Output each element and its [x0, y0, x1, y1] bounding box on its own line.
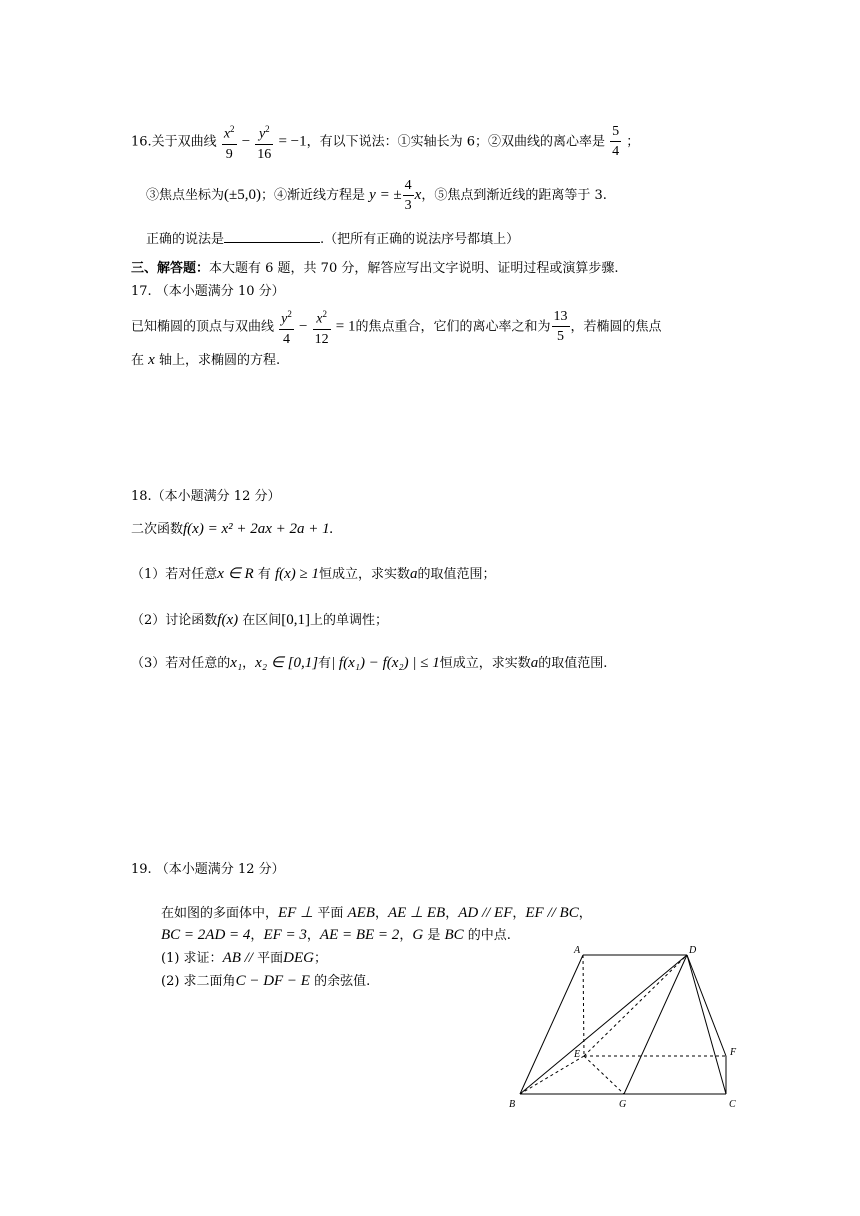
label-C: C: [729, 1099, 736, 1110]
edge-EG: [584, 1056, 624, 1094]
q16-line1: 16.关于双曲线 $\frac{x^2}{9}$ − $\frac{y^2}{16}$ = −1，有以下说法：①实轴长为 6；②双曲线的离心率是 $\frac{5}{4}$ ；: [131, 120, 639, 164]
label-G: G: [619, 1099, 627, 1110]
edge-DC: [687, 955, 726, 1094]
edge-DF: [687, 955, 726, 1056]
q18-title: 18.（本小题满分 12 分）: [131, 489, 281, 504]
q19-line1: 在如图的多面体中，EF ⊥ 平面 AEB，AE ⊥ EB，AD // EF，EF // BC，: [161, 905, 592, 921]
fraction-x2-over-12: $\frac{x^2}{12}$: [313, 305, 331, 349]
edge-DB: [520, 955, 687, 1094]
q18-part1: （1）若对任意x ∈ R 有 f(x) ≥ 1恒成立，求实数a的取值范围；: [131, 566, 496, 582]
label-A: A: [574, 945, 581, 956]
answer-blank[interactable]: [224, 230, 320, 243]
q17-title: 17. （本小题满分 10 分）: [131, 284, 285, 299]
q16-answer-line: 正确的说法是 .（把所有正确的说法序号都填上）: [146, 232, 520, 247]
edge-ED: [584, 955, 687, 1056]
q17-line1: 已知椭圆的顶点与双曲线 $\frac{y^2}{4}$ − $\frac{x^2}{12}$ = 1的焦点重合，它们的离心率之和为 $\frac{13}{5}$ ，若椭圆的焦点: [131, 305, 662, 349]
section-3-heading: 三、解答题：本大题有 6 题，共 70 分，解答应写出文字说明、证明过程或演算步骤.: [131, 261, 619, 276]
q19-subquestion-2: (2) 求二面角C − DF − E 的余弦值.: [161, 973, 371, 989]
label-D: D: [689, 945, 697, 956]
q18-part3: （3）若对任意的x₁，x₂ ∈ [0,1]有| f(x₁) − f(x₂) | ≤ 1恒成立，求实数a的取值范围.: [131, 655, 608, 671]
q19-subquestion-1: (1) 求证：AB // 平面DEG；: [161, 950, 327, 966]
q19-title: 19. （本小题满分 12 分）: [131, 862, 285, 877]
q17-line2: 在 x 轴上，求椭圆的方程.: [131, 352, 281, 368]
q16-line2: ③焦点坐标为(±5,0)；④渐近线方程是 y = ± $\frac{4}{3}$ x，⑤焦点到渐近线的距离等于 3.: [146, 178, 607, 213]
fraction-asymptote: $\frac{4}{3}$: [404, 178, 412, 213]
q19-line2: BC = 2AD = 4，EF = 3，AE = BE = 2，G 是 BC 的中点.: [161, 927, 511, 943]
fraction-x2-over-9: $\frac{x^2}{9}$: [222, 120, 237, 164]
fraction-eccentricity: $\frac{5}{4}$: [612, 124, 620, 160]
label-B: B: [509, 1099, 516, 1110]
q18-function: 二次函数f(x) = x² + 2ax + 2a + 1.: [131, 521, 334, 537]
edge-AB: [520, 955, 583, 1094]
fraction-13-over-5: $\frac{13}{5}$: [553, 309, 568, 345]
label-E: E: [574, 1049, 581, 1060]
label-F: F: [730, 1047, 737, 1058]
fraction-y2-over-16: $\frac{y^2}{16}$: [255, 120, 273, 164]
polyhedron-figure: [500, 938, 750, 1118]
edge-DG: [624, 955, 687, 1094]
fraction-y2-over-4: $\frac{y^2}{4}$: [279, 305, 294, 349]
edge-EB: [520, 1056, 584, 1094]
q18-part2: （2）讨论函数f(x) 在区间[0,1]上的单调性；: [131, 612, 389, 628]
